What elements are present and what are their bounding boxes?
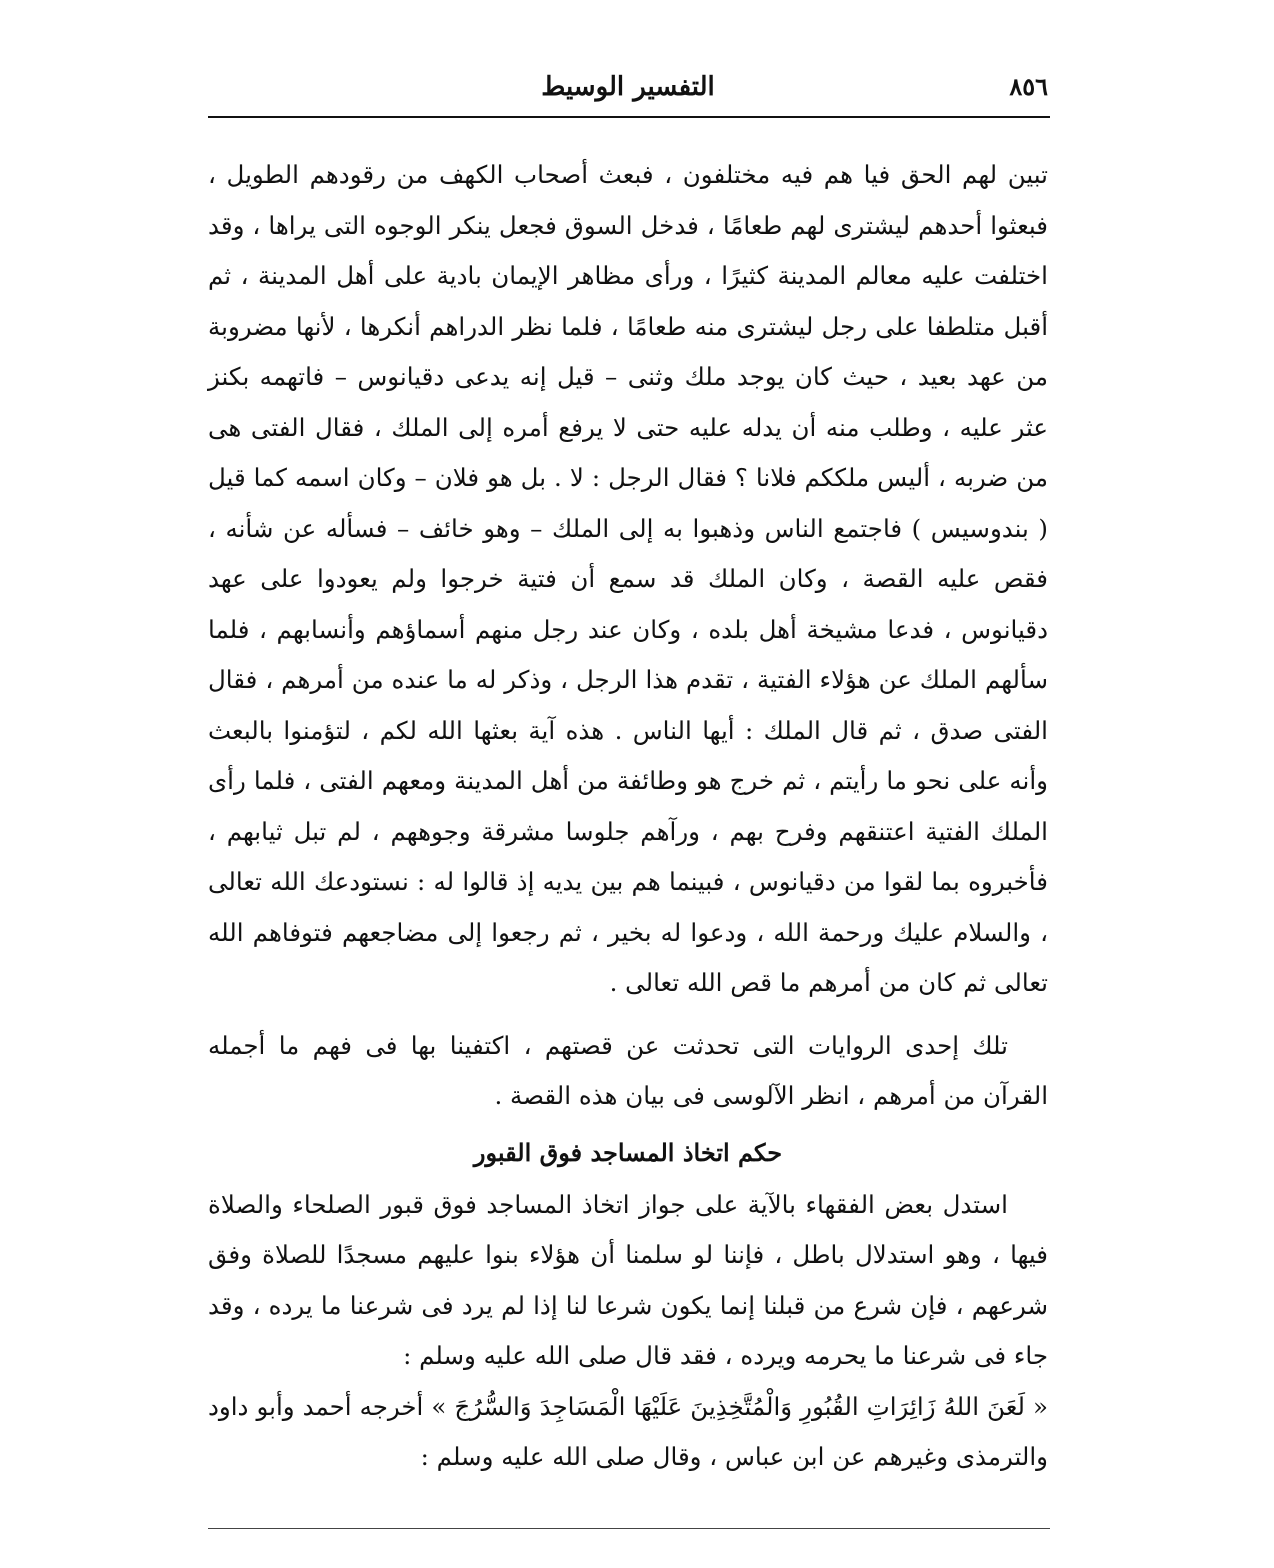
body-text: [208, 150, 1048, 1483]
paragraph-story: تبين لهم الحق فيا هم فيه مختلفون ، فبعث أصحاب الكهف من رقودهم الطويل ، فبعثوا أحدهم ليشترى لهم طعامًا ، فدخل السوق فجعل ينكر الوجوه التى يراها ، وقد اختلفت عليه معالم المدينة كثيرًا ، ورأى مظاهر الإيمان بادية على أهل المدينة ، ثم أقبل متلطفا على رجل ليشترى منه طعامًا ، فلما نظر الدراهم أنكرها ، لأنها مضروبة من عهد بعيد ، حيث كان يوجد ملك وثنى – قيل إنه يدعى دقيانوس – فاتهمه بكنز عثر عليه ، وطلب منه أن يدله عليه حتى لا يرفع أمره إلى الملك ، فقال الفتى هى من ضربه ، أليس ملككم فلانا ؟ فقال الرجل : لا . بل هو فلان – وكان اسمه كما قيل ( بندوسيس ) فاجتمع الناس وذهبوا به إلى الملك – وهو خائف – فسأله عن شأنه ، فقص عليه القصة ، وكان الملك قد سمع أن فتية خرجوا ولم يعودوا على عهد دقيانوس ، فدعا مشيخة أهل بلده ، وكان عند رجل منهم أسماؤهم وأنسابهم ، فلما سألهم الملك عن هؤلاء الفتية ، تقدم هذا الرجل ، وذكر له ما عنده من أمرهم ، فقال الفتى صدق ، ثم قال الملك : أيها الناس . هذه آية بعثها الله لكم ، لتؤمنوا بالبعث وأنه على نحو ما رأيتم ، ثم خرج هو وطائفة من أهل المدينة ومعهم الفتى ، فلما رأى الملك الفتية اعتنقهم وفرح بهم ، ورآهم جلوسا مشرقة وجوههم ، لم تبل ثيابهم ، فأخبروه بما لقوا من دقيانوس ، فبينما هم بين يديه إذ قالوا له : نستودعك الله تعالى ، والسلام عليك ورحمة الله ، ودعوا له بخير ، ثم رجعوا إلى مضاجعهم فتوفاهم الله تعالى ثم كان من أمرهم ما قص الله تعالى .: [208, 160, 1048, 997]
paragraph-ruling: استدل بعض الفقهاء بالآية على جواز اتخاذ المساجد فوق قبور الصلحاء والصلاة فيها ، وهو استدلال باطل ، فإننا لو سلمنا أن هؤلاء بنوا عليهم مسجدًا للصلاة وفق شرعهم ، فإن شرع من قبلنا إنما يكون شرعا لنا إذا لم يرد فى شرعنا ما يرده ، وقد جاء فى شرعنا ما يحرمه ويرده ، فقد قال صلى الله عليه وسلم :: [208, 1189, 1048, 1370]
running-title: التفسير الوسيط: [541, 72, 715, 102]
paragraph-summary: تلك إحدى الروايات التى تحدثت عن قصتهم ، اكتفينا بها فى فهم ما أجمله القرآن من أمرهم ، انظر الآلوسى فى بيان هذه القصة .: [208, 1030, 1048, 1110]
page-number: ٨٥٦: [1009, 72, 1048, 101]
page-header: [208, 70, 1048, 114]
header-rule: [208, 116, 1050, 118]
section-heading: حكم اتخاذ المساجد فوق القبور: [473, 1137, 783, 1167]
bottom-rule: [208, 1528, 1050, 1529]
paragraph-hadith: « لَعَنَ اللهُ زَائِرَاتِ القُبُورِ وَالْمُتَّخِذِينَ عَلَيْهَا الْمَسَاجِدَ وَالسُّرُجَ » أخرجه أحمد وأبو داود والترمذى وغيرهم عن ابن عباس ، وقال صلى الله عليه وسلم :: [208, 1391, 1048, 1471]
